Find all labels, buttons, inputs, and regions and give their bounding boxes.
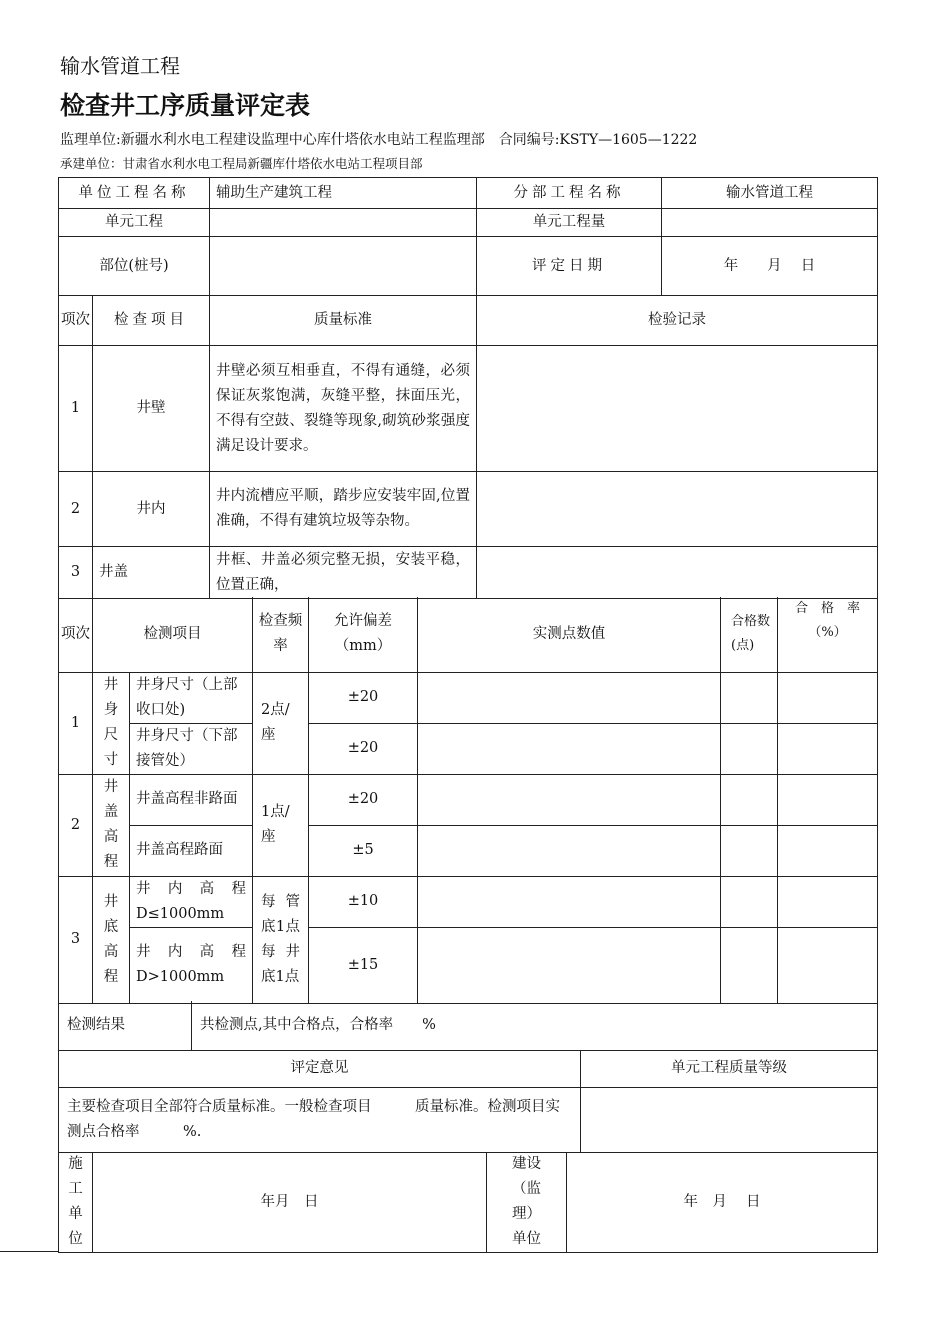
m-col-values-header: 实测点数值 bbox=[418, 597, 721, 672]
m-col-pass-header: 合格数(点) bbox=[721, 597, 778, 672]
signature-table bbox=[58, 1152, 878, 1253]
table-row bbox=[59, 672, 878, 723]
row-record[interactable] bbox=[477, 547, 878, 599]
group-no: 3 bbox=[59, 876, 93, 1003]
unit-project-value: 辅助生产建筑工程 bbox=[210, 178, 477, 209]
contract-number: 合同编号:KSTY—1605—1222 bbox=[498, 132, 698, 148]
group-freq: 每管底1点每井底1点 bbox=[253, 876, 309, 1003]
result-label: 检测结果 bbox=[59, 1001, 192, 1050]
group-name: 井底高程 bbox=[93, 876, 130, 1003]
item-pass[interactable] bbox=[721, 774, 778, 825]
m-col-no-header: 项次 bbox=[59, 597, 93, 672]
col-standard-header: 质量标准 bbox=[210, 296, 477, 346]
item-name: 井内高程D≤1000mm bbox=[130, 876, 253, 927]
col-item-header: 检查项目 bbox=[93, 296, 210, 346]
item-name: 井内高程D>1000mm bbox=[130, 927, 253, 1003]
row-no: 3 bbox=[59, 547, 93, 599]
table-row bbox=[59, 927, 878, 1003]
item-rate[interactable] bbox=[778, 825, 878, 876]
item-tol: ±5 bbox=[309, 825, 418, 876]
location-label: 部位(桩号) bbox=[59, 237, 210, 296]
sub-project-label: 分部工程名称 bbox=[477, 178, 662, 209]
item-name: 井盖高程路面 bbox=[130, 825, 253, 876]
item-tol: ±15 bbox=[309, 927, 418, 1003]
row-record[interactable] bbox=[477, 472, 878, 547]
element-label: 单元工程 bbox=[59, 209, 210, 237]
group-no: 1 bbox=[59, 672, 93, 774]
supervisor-unit: 监理单位:新疆水利水电工程建设监理中心库什塔依水电站工程监理部 bbox=[60, 132, 485, 148]
opinion-label: 评定意见 bbox=[59, 1050, 581, 1087]
item-values[interactable] bbox=[418, 672, 721, 723]
supervisor-label: 建设（监理）单位 bbox=[487, 1152, 567, 1253]
quantity-label: 单元工程量 bbox=[477, 209, 662, 237]
col-record-header: 检验记录 bbox=[477, 296, 878, 346]
item-name: 井身尺寸（上部收口处) bbox=[130, 672, 253, 723]
item-name: 井盖高程非路面 bbox=[130, 774, 253, 825]
m-col-freq-header: 检查频率 bbox=[253, 597, 309, 672]
group-name: 井身尺寸 bbox=[93, 672, 130, 774]
table-row bbox=[59, 774, 878, 825]
result-table bbox=[58, 1001, 878, 1153]
row-standard: 井壁必须互相垂直，不得有通缝，必须保证灰浆饱满，灰缝平整，抹面压光，不得有空鼓、裂缝等现象,砌筑砂浆强度满足设计要求。 bbox=[210, 346, 477, 472]
m-col-tol-header: 允许偏差（mm） bbox=[309, 597, 418, 672]
item-pass[interactable] bbox=[721, 723, 778, 774]
group-freq: 1点/座 bbox=[253, 774, 309, 876]
item-values[interactable] bbox=[418, 825, 721, 876]
row-no: 1 bbox=[59, 346, 93, 472]
item-pass[interactable] bbox=[721, 927, 778, 1003]
supervisor-line bbox=[60, 129, 711, 149]
item-values[interactable] bbox=[418, 774, 721, 825]
group-name: 井盖高程 bbox=[93, 774, 130, 876]
table-row bbox=[59, 547, 878, 599]
builder-date[interactable]: 年月 日 bbox=[93, 1152, 487, 1253]
m-col-item-header: 检测项目 bbox=[93, 597, 253, 672]
row-standard: 井框、井盖必须完整无损，安装平稳，位置正确， bbox=[210, 547, 477, 599]
grade-value[interactable] bbox=[581, 1087, 878, 1152]
project-name: 输水管道工程 bbox=[60, 54, 180, 78]
item-pass[interactable] bbox=[721, 876, 778, 927]
item-name: 井身尺寸（下部接管处） bbox=[130, 723, 253, 774]
opinion-text[interactable]: 主要检查项目全部符合质量标准。一般检查项目 质量标准。检测项目实测点合格率 %. bbox=[59, 1087, 581, 1152]
date-label: 评定日期 bbox=[477, 237, 662, 296]
divider bbox=[0, 1251, 58, 1252]
item-values[interactable] bbox=[418, 927, 721, 1003]
row-item: 井盖 bbox=[93, 547, 210, 599]
row-item: 井内 bbox=[93, 472, 210, 547]
item-rate[interactable] bbox=[778, 774, 878, 825]
row-item: 井壁 bbox=[93, 346, 210, 472]
quantity-value[interactable] bbox=[662, 209, 878, 237]
table-row bbox=[59, 472, 878, 547]
item-tol: ±20 bbox=[309, 774, 418, 825]
row-standard: 井内流槽应平顺，踏步应安装牢固,位置准确，不得有建筑垃圾等杂物。 bbox=[210, 472, 477, 547]
row-no: 2 bbox=[59, 472, 93, 547]
item-tol: ±20 bbox=[309, 672, 418, 723]
group-no: 2 bbox=[59, 774, 93, 876]
item-rate[interactable] bbox=[778, 876, 878, 927]
table-row bbox=[59, 346, 878, 472]
unit-project-label: 单位工程名称 bbox=[59, 178, 210, 209]
builder-line: 承建单位：甘肃省水利水电工程局新疆库什塔依水电站工程项目部 bbox=[60, 156, 423, 171]
col-no-header: 项次 bbox=[59, 296, 93, 346]
item-values[interactable] bbox=[418, 723, 721, 774]
table-row bbox=[59, 825, 878, 876]
info-inspection-table bbox=[58, 177, 878, 599]
item-tol: ±10 bbox=[309, 876, 418, 927]
measurement-table bbox=[58, 597, 878, 1004]
item-tol: ±20 bbox=[309, 723, 418, 774]
table-row bbox=[59, 876, 878, 927]
date-value[interactable]: 年 月 日 bbox=[662, 237, 878, 296]
supervisor-date[interactable]: 年 月 日 bbox=[567, 1152, 878, 1253]
group-freq: 2点/座 bbox=[253, 672, 309, 774]
table-row bbox=[59, 723, 878, 774]
item-pass[interactable] bbox=[721, 825, 778, 876]
item-rate[interactable] bbox=[778, 672, 878, 723]
builder-label: 施工单位 bbox=[59, 1152, 93, 1253]
item-rate[interactable] bbox=[778, 927, 878, 1003]
item-pass[interactable] bbox=[721, 672, 778, 723]
grade-label: 单元工程质量等级 bbox=[581, 1050, 878, 1087]
sub-project-value: 输水管道工程 bbox=[662, 178, 878, 209]
result-text[interactable]: 共检测点,其中合格点，合格率 % bbox=[192, 1001, 878, 1050]
item-values[interactable] bbox=[418, 876, 721, 927]
item-rate[interactable] bbox=[778, 723, 878, 774]
location-value[interactable] bbox=[210, 237, 477, 296]
row-record[interactable] bbox=[477, 346, 878, 472]
page-title: 检查井工序质量评定表 bbox=[60, 91, 311, 120]
m-col-rate-header: 合 格 率（%） bbox=[778, 597, 878, 672]
element-value[interactable] bbox=[210, 209, 477, 237]
